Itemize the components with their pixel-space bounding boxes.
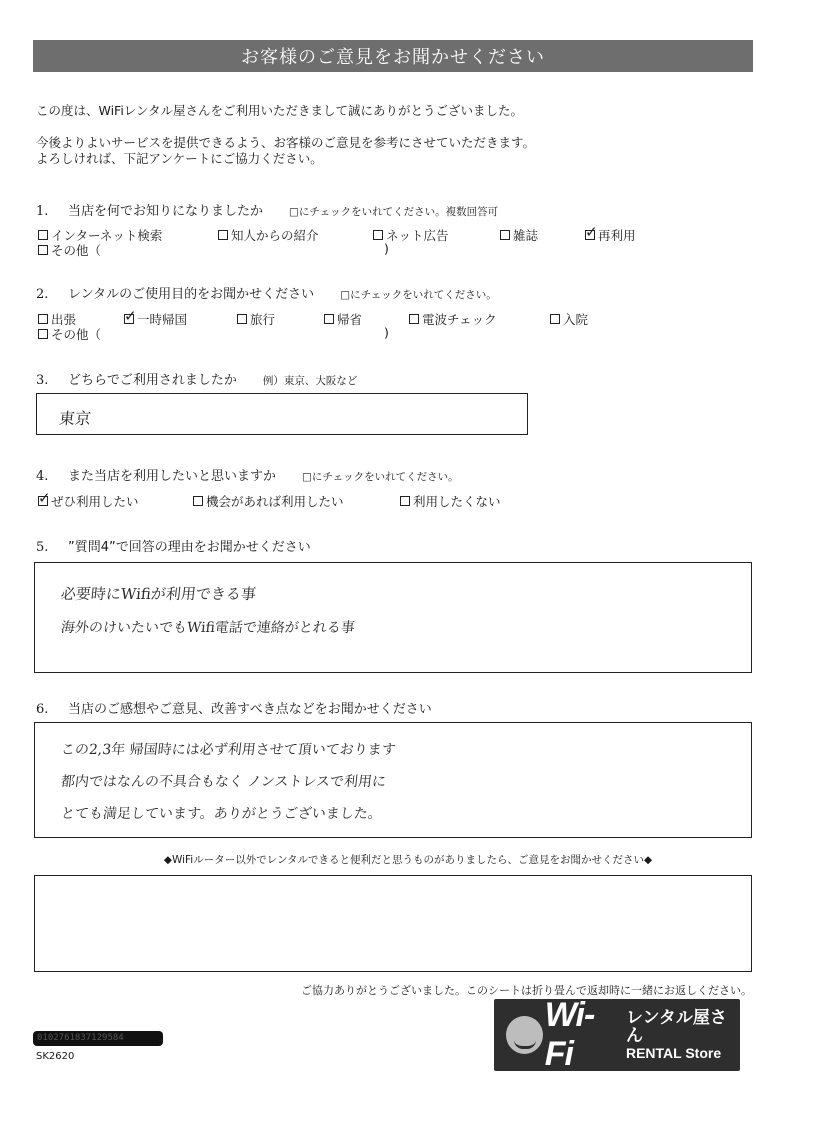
logo-text-block bbox=[626, 1009, 740, 1062]
option-label: 帰省 bbox=[337, 312, 363, 327]
q1-title-row bbox=[36, 200, 498, 219]
q1-note: □にチェックをいれてください。複数回答可 bbox=[289, 206, 499, 218]
thanks-note: ご協力ありがとうございました。このシートは折り畳んで返却時に一緒にお返しください。 bbox=[301, 984, 752, 997]
mascot-icon bbox=[506, 1016, 543, 1054]
checkbox[interactable] bbox=[324, 314, 334, 324]
intro-line-1: この度は、WiFiレンタル屋さんをご利用いただきまして誠にありがとうございました。 bbox=[36, 103, 524, 118]
q2-title: レンタルのご使用目的をお聞かせください bbox=[68, 287, 315, 302]
option-label: 旅行 bbox=[250, 312, 276, 327]
checkbox[interactable] bbox=[400, 496, 410, 506]
q3-note: 例）東京、大阪など bbox=[262, 375, 358, 387]
q5-answer-box[interactable] bbox=[34, 562, 752, 673]
checkbox[interactable] bbox=[38, 329, 48, 339]
logo-jp-text: レンタル屋さん bbox=[625, 1007, 727, 1047]
q1-option-other[interactable] bbox=[38, 241, 101, 259]
q7-answer-box[interactable] bbox=[34, 875, 752, 972]
logo-wifi-text: Wi-Fi bbox=[544, 996, 595, 1073]
q2-option-temporary-return[interactable] bbox=[124, 307, 188, 328]
q2-option-other[interactable] bbox=[38, 325, 101, 343]
q5-title-row bbox=[36, 536, 311, 555]
q5-answer-line-1: 必要時にWifiが利用できる事 bbox=[60, 585, 257, 603]
q6-answer-line-1: この2,3年 帰国時には必ず利用させて頂いております bbox=[60, 742, 397, 758]
option-label: 電波チェック bbox=[422, 312, 497, 327]
q2-option-travel[interactable] bbox=[237, 310, 275, 328]
brand-logo bbox=[494, 996, 740, 1073]
option-label: 再利用 bbox=[598, 228, 636, 243]
q4-number: 4. bbox=[36, 469, 49, 484]
checkbox-checked[interactable] bbox=[585, 223, 598, 241]
q6-answer-box[interactable] bbox=[34, 722, 752, 838]
option-label: 機会があれば利用したい bbox=[206, 494, 344, 509]
q5-answer-line-2: 海外のけいたいでもWifi電話で連絡がとれる事 bbox=[60, 620, 356, 636]
checkbox[interactable] bbox=[38, 314, 48, 324]
q6-answer-line-2: 都内ではなんの不具合もなく ノンストレスで利用に bbox=[60, 774, 387, 790]
checkmark-icon: ✓ bbox=[124, 307, 137, 325]
q2-other-close: ) bbox=[384, 325, 389, 340]
checkbox[interactable] bbox=[373, 230, 383, 240]
option-label: 知人からの紹介 bbox=[231, 228, 319, 243]
survey-title: お客様のご意見をお聞かせください bbox=[241, 47, 545, 68]
option-label: 一時帰国 bbox=[137, 312, 188, 327]
q2-option-hospital[interactable] bbox=[550, 310, 588, 328]
q3-number: 3. bbox=[36, 373, 49, 388]
q6-title: 当店のご感想やご意見、改善すべき点などをお聞かせください bbox=[68, 702, 432, 717]
survey-header bbox=[33, 40, 753, 72]
q6-answer-line-3: とても満足しています。ありがとうございました。 bbox=[60, 806, 383, 822]
q1-option-magazine[interactable] bbox=[500, 226, 538, 244]
checkbox[interactable] bbox=[218, 230, 228, 240]
q7-title: ◆WiFiルーター以外でレンタルできると便利だと思うものがありましたら、ご意見をお聞かせください◆ bbox=[163, 854, 653, 866]
option-label: その他（ bbox=[51, 243, 102, 258]
checkbox[interactable] bbox=[193, 496, 203, 506]
q2-title-row bbox=[36, 283, 497, 302]
checkbox-checked[interactable] bbox=[124, 307, 137, 325]
logo-en-text: RENTAL Store bbox=[625, 1044, 722, 1061]
q4-option-no[interactable] bbox=[400, 492, 501, 510]
checkbox[interactable] bbox=[237, 314, 247, 324]
q3-title: どちらでご利用されましたか bbox=[68, 373, 237, 388]
q4-note: □にチェックをいれてください。 bbox=[302, 471, 459, 483]
option-label: 雑誌 bbox=[513, 228, 539, 243]
option-label: 入院 bbox=[563, 312, 589, 327]
q3-title-row bbox=[36, 369, 357, 388]
q4-title: また当店を利用したいと思いますか bbox=[68, 469, 277, 484]
option-label: ぜひ利用したい bbox=[51, 494, 139, 509]
q1-option-referral[interactable] bbox=[218, 226, 319, 244]
q6-number: 6. bbox=[36, 702, 49, 717]
checkbox[interactable] bbox=[409, 314, 419, 324]
option-label: その他（ bbox=[51, 327, 102, 342]
q4-title-row bbox=[36, 465, 459, 484]
q1-title: 当店を何でお知りになりましたか bbox=[68, 204, 264, 219]
q2-note: □にチェックをいれてください。 bbox=[340, 289, 497, 301]
checkbox-checked[interactable] bbox=[38, 489, 51, 507]
checkbox[interactable] bbox=[500, 230, 510, 240]
q2-option-homecoming[interactable] bbox=[324, 310, 362, 328]
checkbox[interactable] bbox=[38, 230, 48, 240]
q1-other-close: ) bbox=[384, 241, 389, 256]
option-label: 利用したくない bbox=[413, 494, 501, 509]
checkmark-icon: ✓ bbox=[38, 489, 51, 507]
q5-number: 5. bbox=[36, 540, 49, 555]
option-label: 出張 bbox=[51, 312, 77, 327]
q2-option-signal-check[interactable] bbox=[409, 310, 497, 328]
q3-answer: 東京 bbox=[57, 409, 92, 428]
option-label: ネット広告 bbox=[386, 228, 449, 243]
checkbox[interactable] bbox=[38, 245, 48, 255]
barcode: 0102761837129584 bbox=[33, 1031, 163, 1046]
option-label: インターネット検索 bbox=[51, 228, 163, 243]
checkbox[interactable] bbox=[550, 314, 560, 324]
checkmark-icon: ✓ bbox=[585, 223, 598, 241]
q1-number: 1. bbox=[36, 204, 49, 219]
intro-line-3: よろしければ、下記アンケートにご協力ください。 bbox=[36, 151, 323, 166]
q4-option-if-chance[interactable] bbox=[193, 492, 344, 510]
q5-title: ”質問4”で回答の理由をお聞かせください bbox=[68, 540, 311, 555]
q6-title-row bbox=[36, 698, 432, 717]
q4-option-definitely[interactable] bbox=[38, 489, 139, 510]
q3-answer-box[interactable] bbox=[36, 393, 528, 435]
sheet-code: SK2620 bbox=[36, 1051, 75, 1062]
q2-number: 2. bbox=[36, 287, 49, 302]
intro-line-2: 今後よりよいサービスを提供できるよう、お客様のご意見を参考にさせていただきます。 bbox=[36, 135, 536, 150]
q1-option-reuse[interactable] bbox=[585, 223, 636, 244]
